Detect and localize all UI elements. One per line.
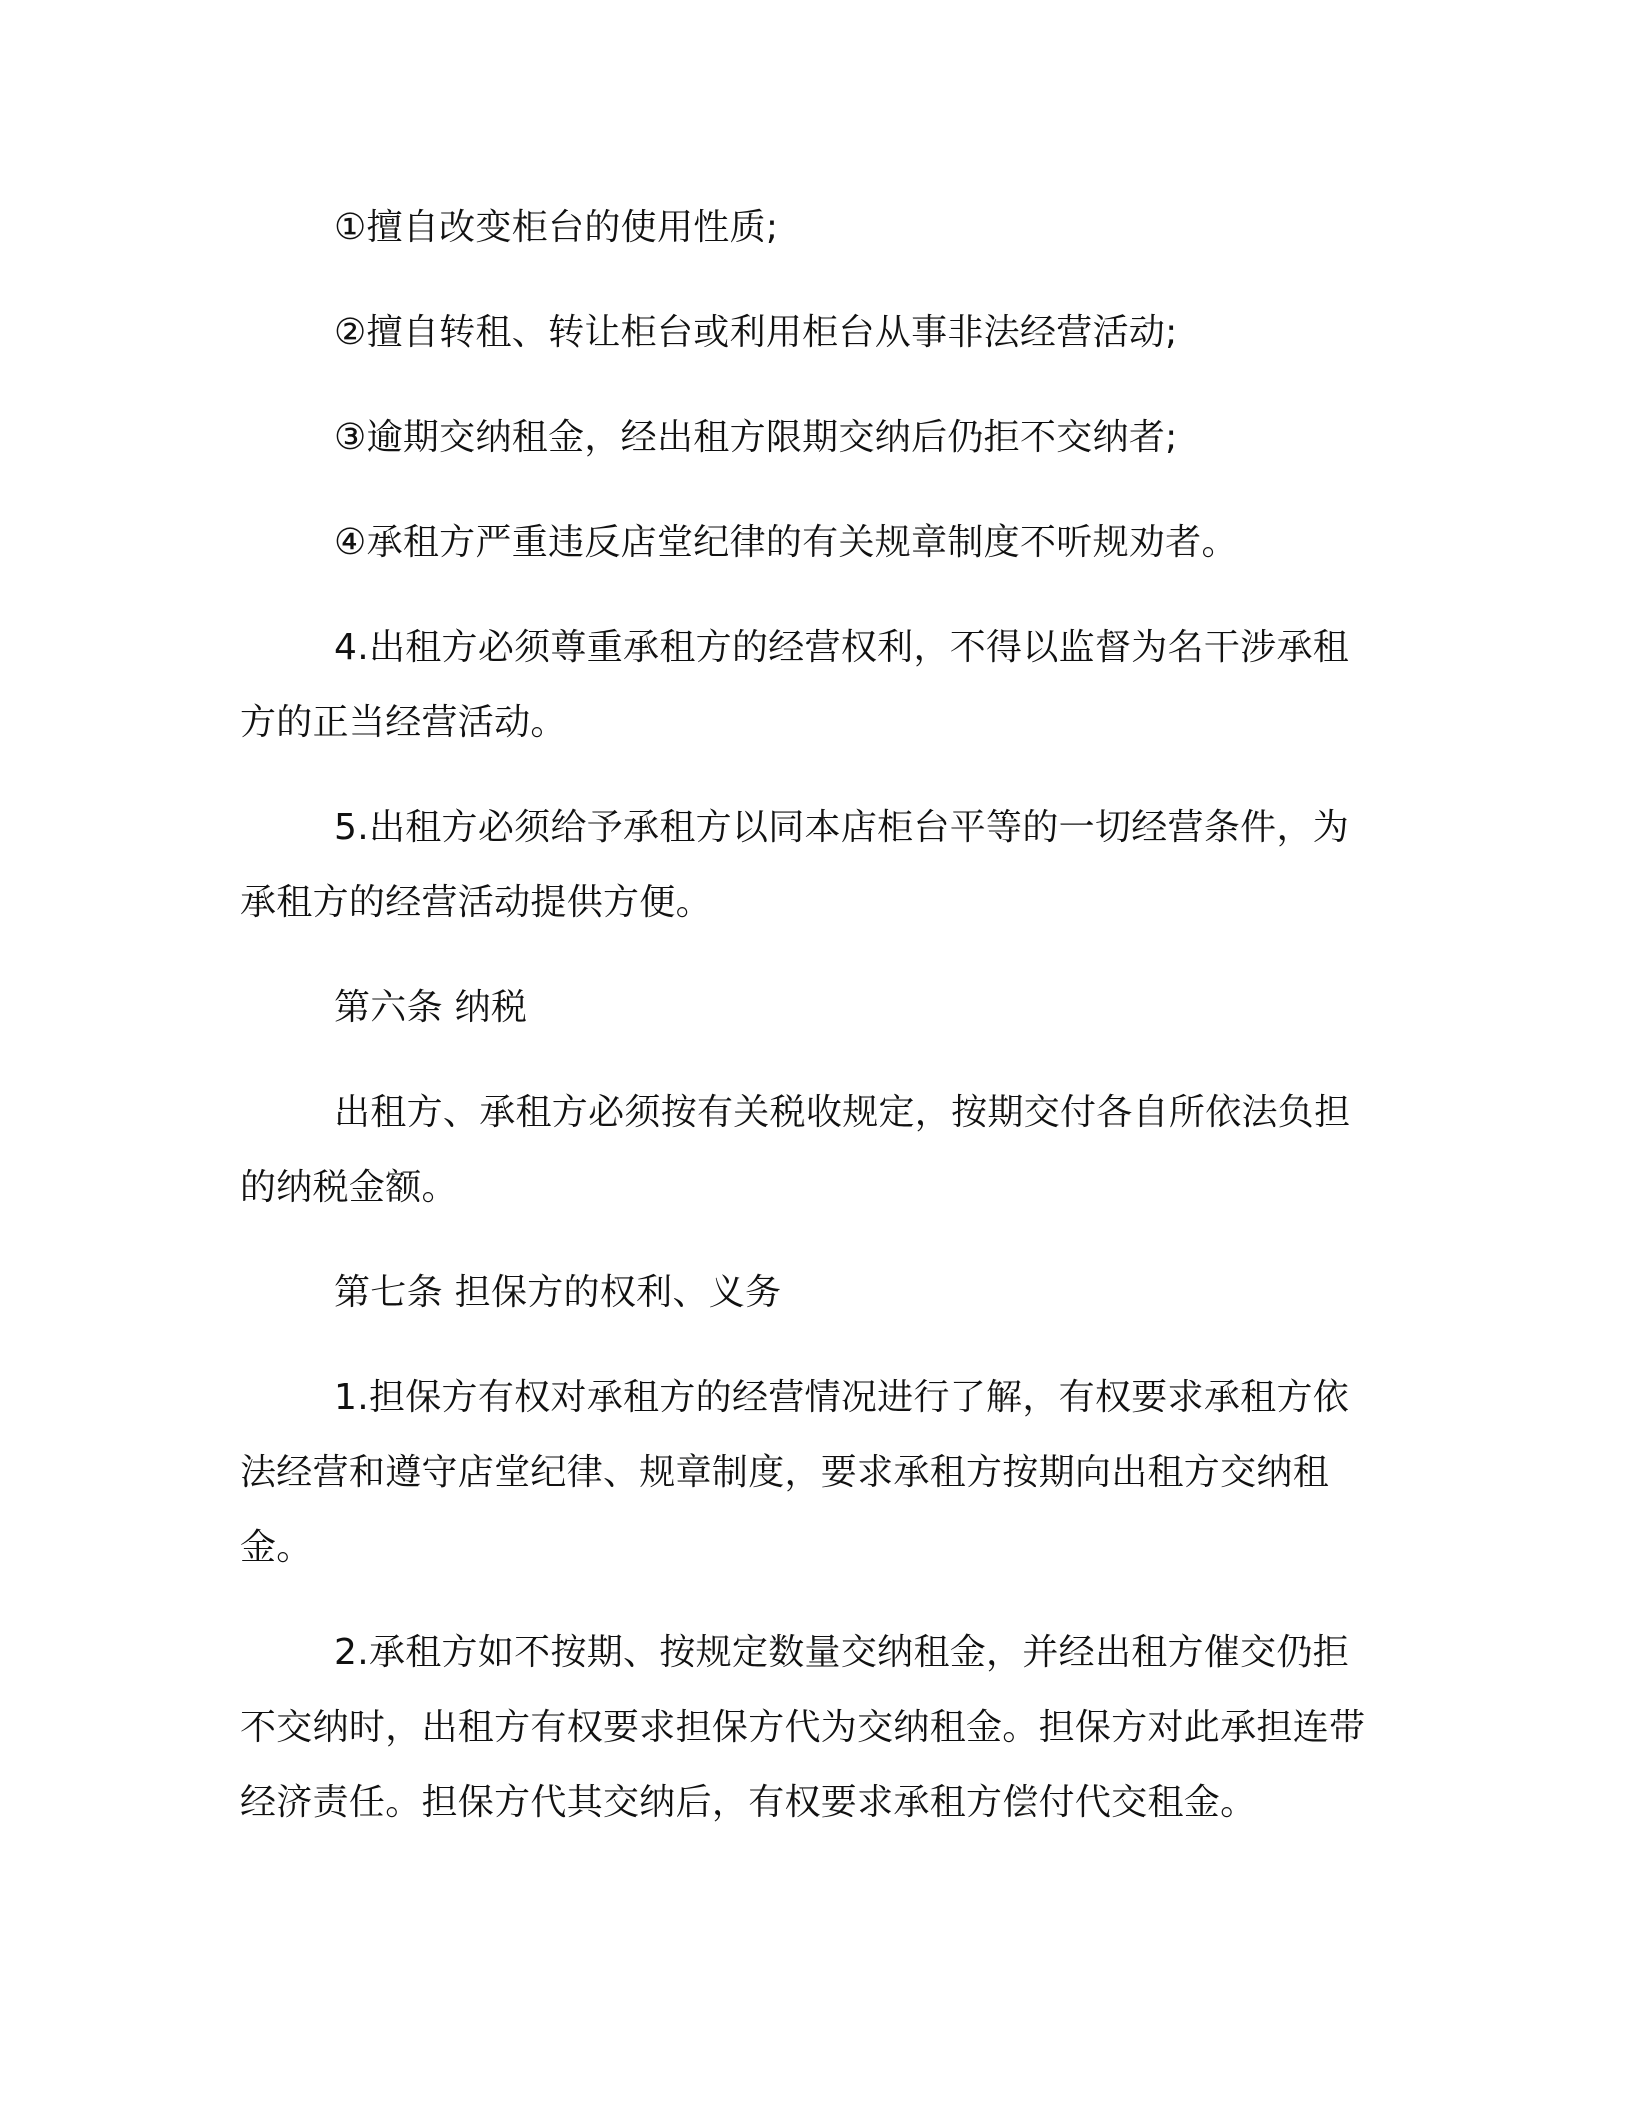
article-7-clause-1: 1.担保方有权对承租方的经营情况进行了解，有权要求承租方依法经营和遵守店堂纪律、规章制度，要求承租方按期向出租方交纳租金。	[240, 1377, 1350, 1568]
clause-lessor-respect: 4.出租方必须尊重承租方的经营权利，不得以监督为名干涉承租方的正当经营活动。	[240, 627, 1350, 743]
clause-item-2: ②擅自转租、转让柜台或利用柜台从事非法经营活动;	[334, 312, 1178, 353]
article-7-clause-2: 2.承租方如不按期、按规定数量交纳租金，并经出租方催交仍拒不交纳时，出租方有权要求担保方代为交纳租金。担保方对此承担连带经济责任。担保方代其交纳后，有权要求承租方偿付代交租金。	[240, 1632, 1366, 1823]
clause-item-1: ①擅自改变柜台的使用性质;	[334, 207, 779, 248]
clause-item-4: ④承租方严重违反店堂纪律的有关规章制度不听规劝者。	[334, 522, 1238, 563]
clause-item-3: ③逾期交纳租金，经出租方限期交纳后仍拒不交纳者;	[334, 417, 1178, 458]
clause-lessor-conditions: 5.出租方必须给予承租方以同本店柜台平等的一切经营条件，为承租方的经营活动提供方便。	[240, 807, 1350, 923]
article-6-heading: 第六条 纳税	[334, 987, 528, 1028]
article-7-heading: 第七条 担保方的权利、义务	[334, 1272, 782, 1313]
article-6-body: 出租方、承租方必须按有关税收规定，按期交付各自所依法负担的纳税金额。	[240, 1092, 1351, 1208]
document-body	[240, 190, 1385, 1870]
